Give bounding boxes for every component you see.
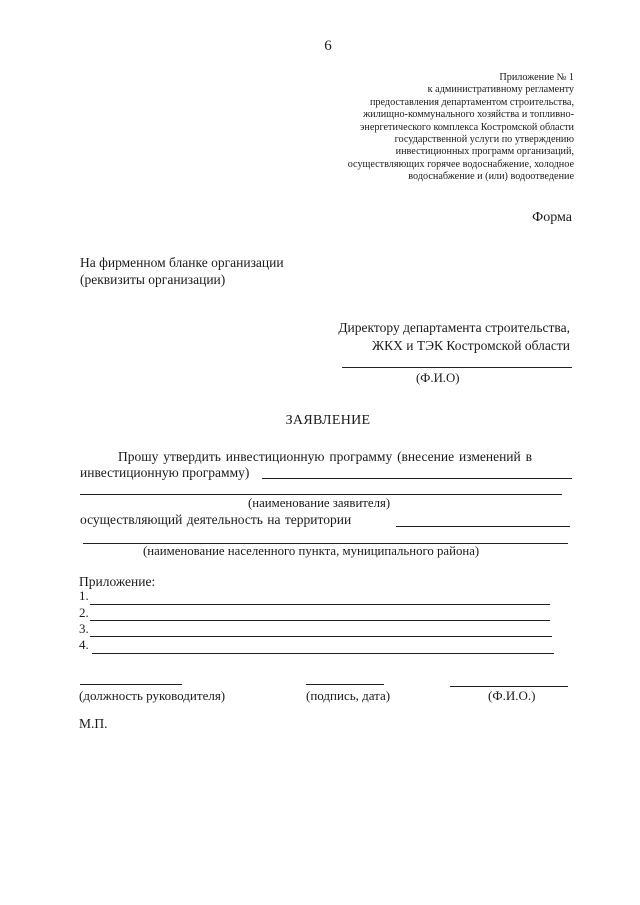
letterhead-line-1: На фирменном бланке организации	[80, 255, 284, 270]
territory-text: осуществляющий деятельность на территории	[80, 512, 352, 527]
appendix-line: энергетического комплекса Костромской области	[360, 121, 574, 133]
appendix-line: водоснабжение и (или) водоотведение	[408, 171, 574, 183]
applicant-name-field[interactable]	[80, 494, 562, 495]
addressee-block	[338, 319, 570, 355]
addressee-fio-caption: (Ф.И.О)	[416, 371, 460, 385]
sign-date-caption: (подпись, дата)	[306, 688, 391, 703]
form-label: Форма	[532, 210, 572, 225]
signatory-fio-caption: (Ф.И.О.)	[488, 688, 536, 703]
position-caption: (должность руководителя)	[79, 688, 226, 703]
signatory-fio-field[interactable]	[450, 686, 568, 687]
request-line-2: инвестиционную программу)	[80, 465, 250, 480]
attachment-number-4: 4.	[79, 637, 89, 652]
attachment-number-1: 1.	[79, 588, 89, 603]
program-field[interactable]	[262, 478, 572, 479]
position-signature-field[interactable]	[80, 684, 182, 685]
addressee-line-2: ЖКХ и ТЭК Костромской области	[372, 338, 570, 353]
attachment-field-1[interactable]	[90, 604, 550, 605]
appendix-line: жилищно-коммунального хозяйства и топливно-	[363, 109, 574, 121]
attachment-field-3[interactable]	[90, 636, 552, 637]
request-line-1: Прошу утвердить инвестиционную программу (внесение изменений в	[118, 449, 532, 464]
signature-date-field[interactable]	[306, 684, 384, 685]
document-title: ЗАЯВЛЕНИЕ	[285, 413, 371, 428]
stamp-placeholder: М.П.	[79, 716, 108, 731]
letterhead-note	[80, 254, 284, 288]
applicant-caption: (наименование заявителя)	[248, 496, 391, 510]
appendix-line: инвестиционных программ организаций,	[395, 146, 574, 158]
appendix-line: предоставления департаментом строительства,	[369, 96, 574, 108]
letterhead-line-2: (реквизиты организации)	[80, 272, 226, 287]
attachments-heading: Приложение:	[79, 574, 156, 589]
attachment-number-3: 3.	[79, 621, 89, 636]
addressee-fio-field[interactable]	[342, 367, 572, 368]
appendix-line: осуществляющих горячее водоснабжение, холодное	[347, 158, 574, 170]
appendix-note	[348, 72, 574, 184]
attachment-field-2[interactable]	[90, 620, 550, 621]
appendix-line: к административному регламенту	[427, 84, 574, 96]
page-number: 6	[324, 38, 332, 54]
territory-field[interactable]	[396, 526, 570, 527]
appendix-line: государственной услуги по утверждению	[394, 134, 574, 146]
locality-caption: (наименование населенного пункта, муниципального района)	[143, 544, 480, 558]
appendix-line: Приложение № 1	[499, 72, 574, 83]
attachment-field-4[interactable]	[92, 653, 554, 654]
addressee-line-1: Директору департамента строительства,	[338, 320, 570, 335]
attachment-number-2: 2.	[79, 605, 89, 620]
